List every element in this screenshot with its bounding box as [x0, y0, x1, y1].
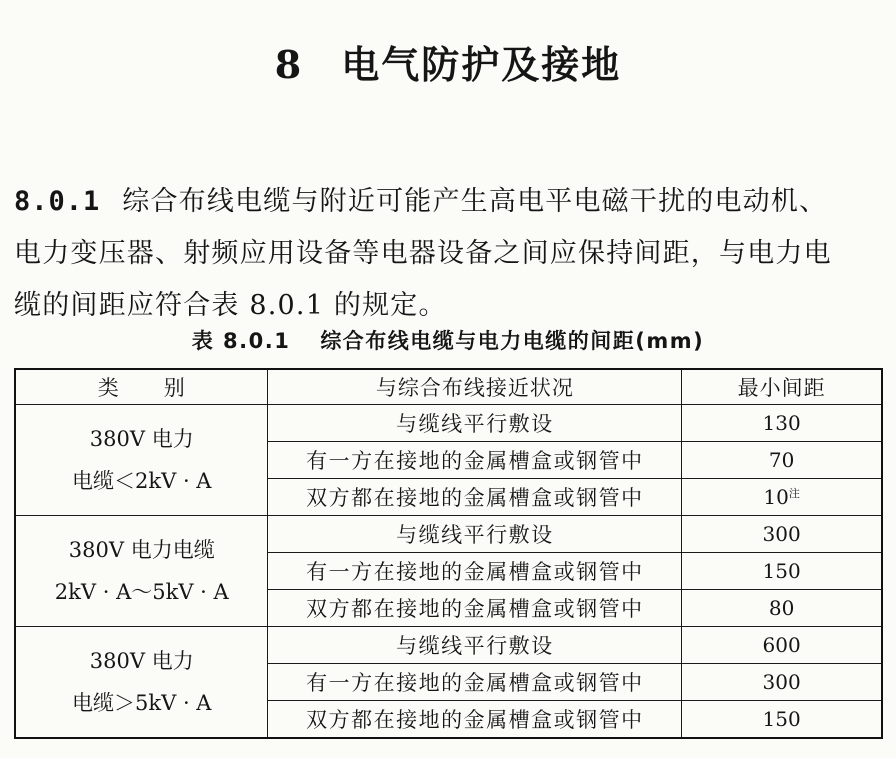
header-condition: 与综合布线接近状况	[268, 369, 682, 405]
table-caption-label: 表 8.0.1	[191, 329, 291, 353]
category-cell	[15, 516, 268, 627]
distance-value: 10	[763, 485, 789, 509]
distance-cell: 70	[682, 442, 882, 479]
category-line1: 380V 电力	[89, 649, 194, 673]
chapter-title	[0, 34, 896, 89]
clause-number: 8.0.1	[14, 186, 101, 217]
distance-cell: 150	[682, 701, 882, 739]
distance-cell: 300	[682, 664, 882, 701]
table-row	[15, 627, 882, 664]
condition-cell: 有一方在接地的金属槽盒或钢管中	[268, 553, 682, 590]
condition-cell: 双方都在接地的金属槽盒或钢管中	[268, 701, 682, 739]
clause-text-line3: 缆的间距应符合表 8.0.1 的规定。	[14, 290, 447, 321]
header-distance: 最小间距	[682, 369, 882, 405]
chapter-number: 8	[274, 42, 304, 87]
condition-cell: 与缆线平行敷设	[268, 627, 682, 664]
category-cell	[15, 627, 268, 739]
spacing-table	[14, 368, 883, 739]
chapter-heading: 电气防护及接地	[341, 42, 622, 87]
header-category: 类 别	[15, 369, 268, 405]
table-body	[15, 405, 882, 739]
condition-cell: 双方都在接地的金属槽盒或钢管中	[268, 590, 682, 627]
table-row	[15, 405, 882, 442]
condition-cell: 与缆线平行敷设	[268, 405, 682, 442]
clause-line	[14, 176, 886, 228]
category-cell	[15, 405, 268, 516]
table-row	[15, 516, 882, 553]
category-line2: 2kV · A～5kV · A	[54, 580, 229, 604]
table-caption-title: 综合布线电缆与电力电缆的间距(mm)	[320, 329, 705, 353]
category-line2: 电缆＞5kV · A	[72, 691, 212, 715]
category-line1: 380V 电力	[89, 427, 194, 451]
table-header-row	[15, 369, 882, 405]
clause-text-line1: 综合布线电缆与附近可能产生高电平电磁干扰的电动机、	[122, 186, 828, 217]
distance-cell: 130	[682, 405, 882, 442]
footnote-marker: 注	[788, 487, 800, 500]
clause-text-line2: 电力变压器、射频应用设备等电器设备之间应保持间距，与电力电	[14, 238, 832, 269]
distance-cell: 150	[682, 553, 882, 590]
distance-cell: 300	[682, 516, 882, 553]
condition-cell: 与缆线平行敷设	[268, 516, 682, 553]
category-line1: 380V 电力电缆	[68, 538, 215, 562]
condition-cell: 有一方在接地的金属槽盒或钢管中	[268, 664, 682, 701]
category-line2: 电缆＜2kV · A	[72, 469, 212, 493]
condition-cell: 双方都在接地的金属槽盒或钢管中	[268, 479, 682, 516]
condition-cell: 有一方在接地的金属槽盒或钢管中	[268, 442, 682, 479]
distance-cell: 80	[682, 590, 882, 627]
table-caption	[0, 325, 896, 355]
clause-paragraph	[14, 176, 886, 332]
distance-cell: 600	[682, 627, 882, 664]
distance-cell	[682, 479, 882, 516]
